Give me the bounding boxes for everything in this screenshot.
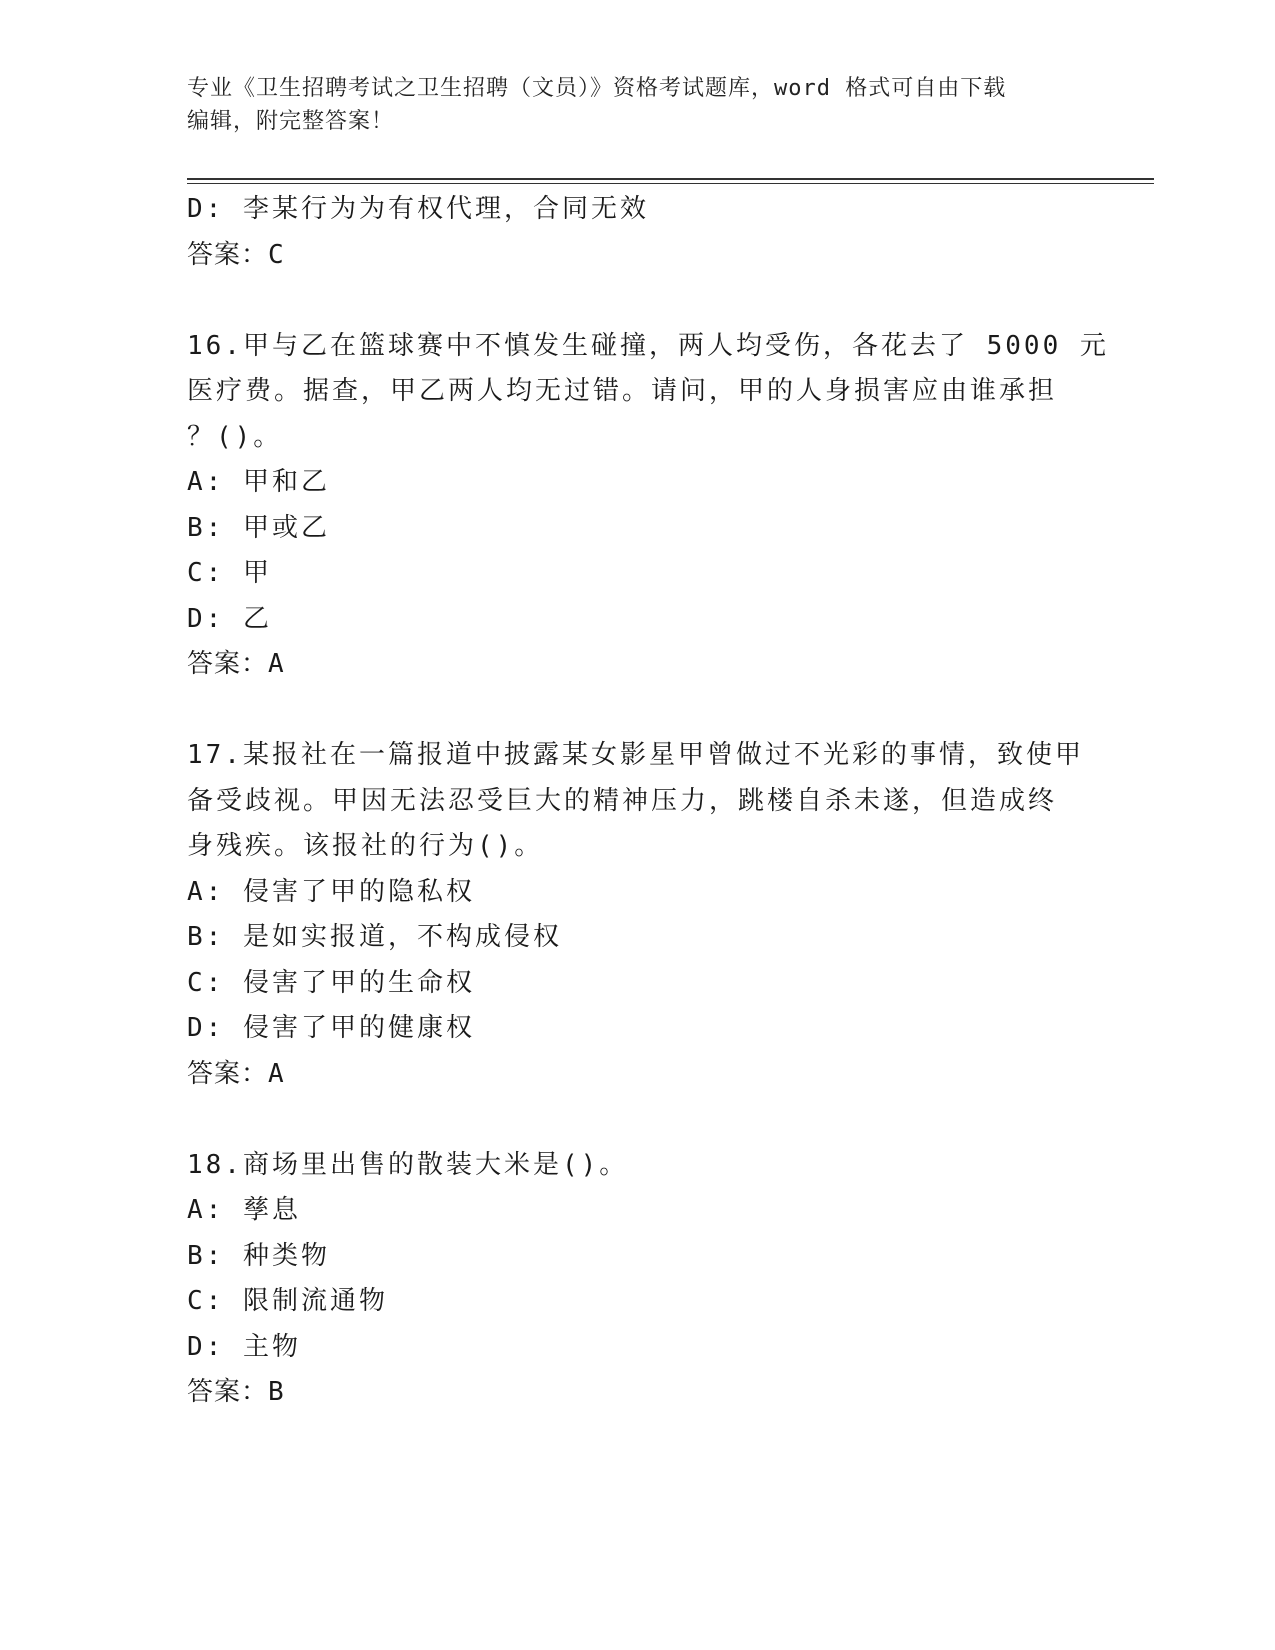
option-d: D: 乙: [187, 603, 272, 634]
answer-value: A: [268, 649, 285, 679]
question-stem-line: 17.某报社在一篇报道中披露某女影星甲曾做过不光彩的事情，致使甲: [187, 740, 1084, 770]
question-stem-line: ？()。: [187, 421, 283, 452]
question-stem-line: 备受歧视。甲因无法忍受巨大的精神压力，跳楼自杀未遂，但造成终: [187, 785, 1058, 816]
option-d: D: 主物: [187, 1331, 301, 1362]
option-c: C: 甲: [187, 558, 272, 588]
spacer: [187, 688, 1087, 734]
question-stem-line: 医疗费。据查，甲乙两人均无过错。请问，甲的人身损害应由谁承担: [187, 376, 1058, 406]
question-stem-line: 身残疾。该报社的行为()。: [187, 831, 544, 861]
question-17: [187, 733, 1087, 1097]
question-stem-line: 16.甲与乙在篮球赛中不慎发生碰撞，两人均受伤，各花去了 5000 元: [187, 330, 1109, 361]
question-list: [187, 187, 1109, 1416]
answer-value: C: [268, 239, 285, 270]
option-c: C: 限制流通物: [187, 1286, 388, 1316]
header-line-1: 专业《卫生招聘考试之卫生招聘（文员）》资格考试题库，word 格式可自由下载: [187, 76, 1007, 101]
option-b: B: 甲或乙: [187, 512, 330, 543]
answer-line: [187, 1052, 1087, 1098]
option-a: A: 甲和乙: [187, 467, 330, 497]
document-header: [187, 72, 1077, 138]
option-d: D: 李某行为为有权代理，合同无效: [187, 194, 649, 224]
answer-line: [187, 642, 1087, 688]
option-a: A: 侵害了甲的隐私权: [187, 876, 475, 907]
answer-line: [187, 1370, 1087, 1416]
option-c: C: 侵害了甲的生命权: [187, 967, 475, 998]
question-16: [187, 324, 1109, 688]
previous-question-fragment: [187, 187, 1087, 278]
option-a: A: 孳息: [187, 1195, 301, 1225]
question-stem-line: 18.商场里出售的散装大米是()。: [187, 1149, 629, 1180]
header-divider-thin: [187, 183, 1154, 184]
answer-label: 答案：: [187, 1377, 269, 1407]
header-line-2: 编辑，附完整答案！: [187, 109, 395, 134]
header-divider-thick: [187, 178, 1154, 180]
answer-value: A: [268, 1058, 285, 1089]
option-b: B: 是如实报道，不构成侵权: [187, 922, 562, 952]
question-18: [187, 1143, 1087, 1416]
answer-label: 答案：: [187, 649, 269, 679]
answer-label: 答案：: [187, 1058, 269, 1089]
answer-value: B: [268, 1377, 285, 1407]
spacer: [187, 1097, 1087, 1143]
option-d: D: 侵害了甲的健康权: [187, 1013, 475, 1043]
answer-line: [187, 233, 1087, 279]
spacer: [187, 278, 1087, 324]
option-b: B: 种类物: [187, 1240, 330, 1271]
answer-label: 答案：: [187, 239, 269, 270]
